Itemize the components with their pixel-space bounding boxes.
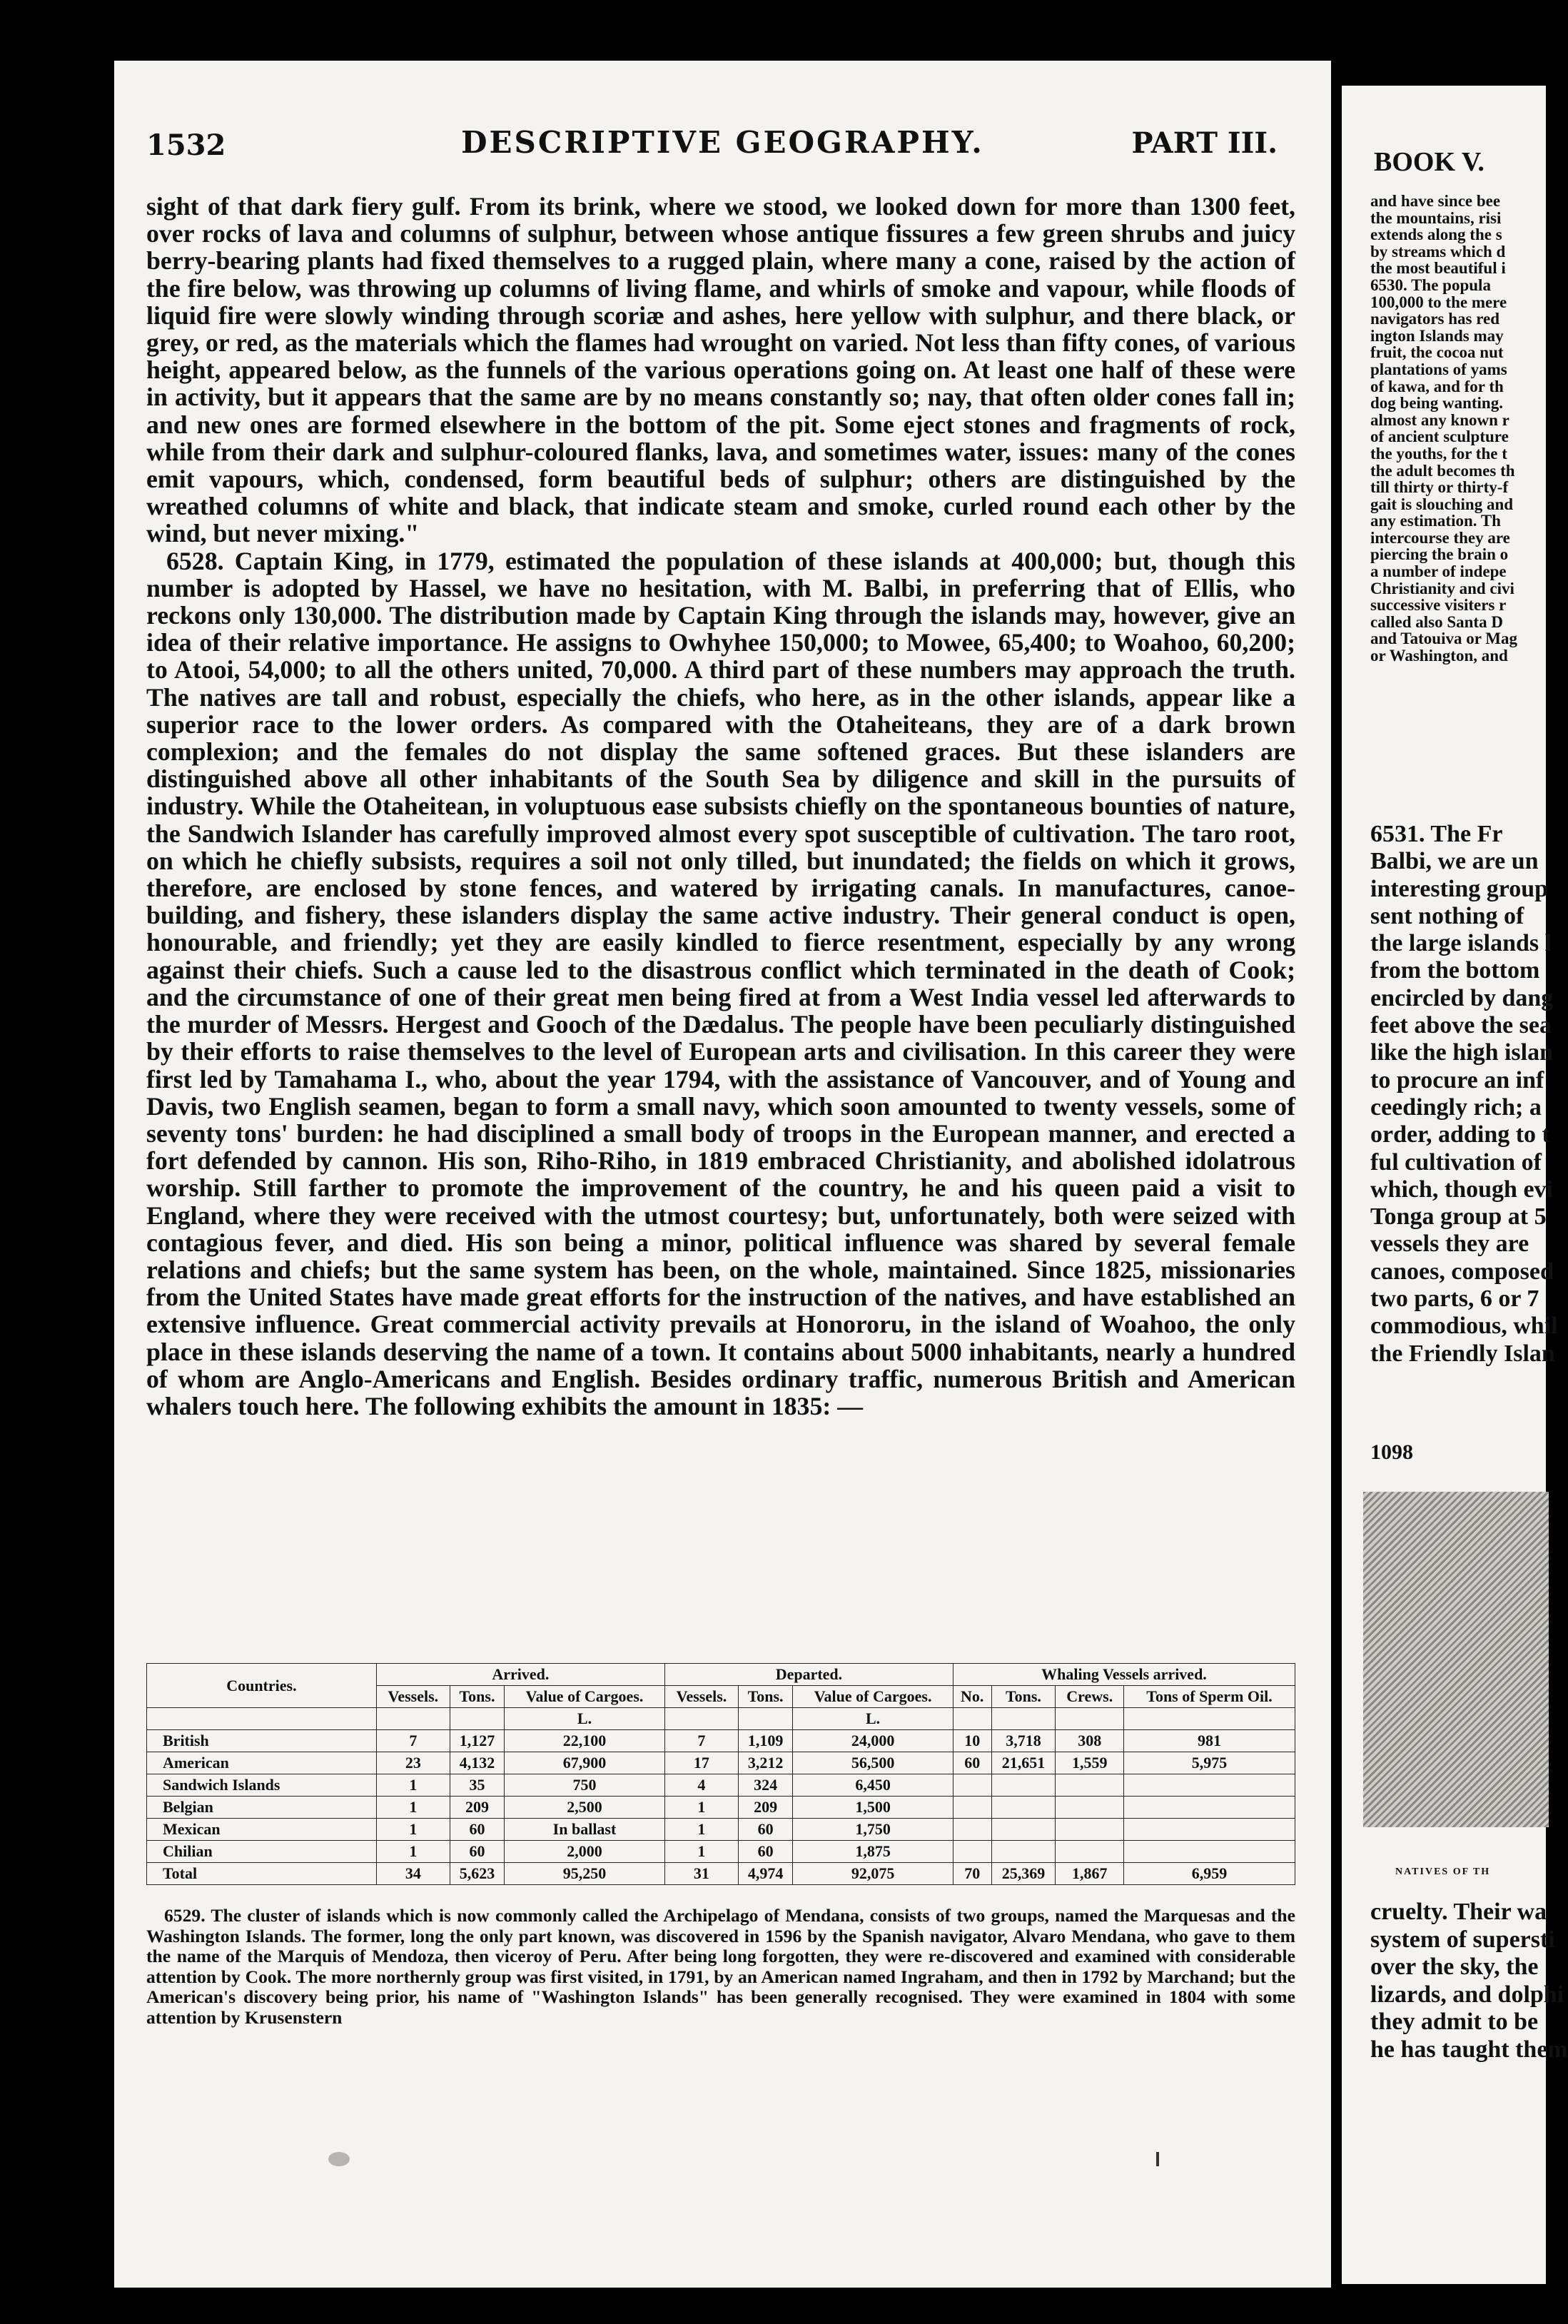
table-cell: 3,212 <box>738 1752 792 1774</box>
text-line: by streams which d <box>1370 242 1506 261</box>
table-cell: Mexican <box>147 1819 377 1841</box>
table-cell: 1,500 <box>793 1797 954 1819</box>
shipping-table <box>146 1663 1295 1885</box>
table-cell: 67,900 <box>505 1752 665 1774</box>
table-row <box>147 1730 1295 1752</box>
left-page <box>114 61 1331 2288</box>
table-cell: 308 <box>1056 1730 1124 1752</box>
table-cell <box>1056 1708 1124 1730</box>
table-cell: 95,250 <box>505 1863 665 1885</box>
table-cell <box>953 1841 991 1863</box>
subheader-cell: Value of Cargoes. <box>793 1686 954 1708</box>
table-cell <box>991 1708 1056 1730</box>
text-line: order, adding to t <box>1370 1121 1550 1148</box>
text-line: interesting group <box>1370 875 1549 902</box>
table-cell: 56,500 <box>793 1752 954 1774</box>
text-line: dog being wanting. <box>1370 394 1503 413</box>
table-cell: 1 <box>664 1819 738 1841</box>
text-line: commodious, whil <box>1370 1313 1558 1340</box>
table-cell: 981 <box>1124 1730 1295 1752</box>
text-line: system of supersti <box>1370 1926 1555 1953</box>
table-cell: 1,867 <box>1056 1863 1124 1885</box>
table-row <box>147 1774 1295 1797</box>
table-cell: British <box>147 1730 377 1752</box>
text-line: and have since bee <box>1370 192 1501 210</box>
table-cell: 24,000 <box>793 1730 954 1752</box>
text-line: he has taught them <box>1370 2036 1568 2063</box>
header-whaling: Whaling Vessels arrived. <box>953 1664 1295 1686</box>
table-cell: In ballast <box>505 1819 665 1841</box>
running-title: DESCRIPTIVE GEOGRAPHY. <box>461 125 984 160</box>
text-line: 6531. The Fr <box>1370 821 1503 847</box>
table-cell: 34 <box>376 1863 450 1885</box>
paragraph-6528: 6528. Captain King, in 1779, estimated the population of these islands at 400,000; but, though this number is adopted by Hassel, we have no hesitation, with M. Balbi, in preferring that of Ellis, who reckons only 130,000. The distribution made by Captain King through the islands may, however, give an idea of their relative importance. He assigns to Owhyhee 150,000; to Mowee, 65,400; to Woahoo, 60,200; to Atooi, 54,000; to all the others united, 70,000. A third part of these numbers may approach the truth. The natives are tall and robust, especially the chiefs, who here, as in the other islands, appear like a superior race to the lower orders. As compared with the Otaheiteans, they are of a dark brown complexion; and the females do not display the same softened graces. But these islanders are distinguished above all other inhabitants of the South Sea by diligence and skill in the pursuits of industry. While the Otaheitean, in voluptuous ease subsists chiefly on the spontaneous bounties of nature, the Sandwich Islander has carefully improved almost every spot susceptible of cultivation. The taro root, on which he chiefly subsists, requires a soil not only tilled, but inundated; the fields on which it grows, therefore, are enclosed by stone fences, and watered by irrigating canals. In manufactures, canoe-building, and fishery, these islanders display the same active industry. Their general conduct is open, honourable, and friendly; yet they are easily kindled to fierce resentment, especially by any wrong against their chiefs. Such a cause led to the disastrous conflict which terminated in the death of Cook; and the circumstance of one of their great men being fired at from a West India vessel led afterwards to the murder of Messrs. Hergest and Gooch of the Dædalus. The people have been peculiarly distinguished by their efforts to raise themselves to the level of European arts and civilisation. In this career they were first led by Tamahama I., who, about the year 1794, with the assistance of Vancouver, and of Young and Davis, two English seamen, began to form a small navy, which soon amounted to twenty vessels, some of seventy tons' burden: he had disciplined a small body of troops in the European manner, and erected a fort defended by cannon. His son, Riho-Riho, in 1819 embraced Christianity, and abolished idolatrous worship. Still farther to promote the improvement of the country, he and his queen paid a visit to England, where they were received with the utmost courtesy; but, unfortunately, both were seized with contagious fever, and died. His son being a minor, political influence was shared by several female relations and chiefs; but the same system has been, on the whole, maintained. Since 1825, missionaries from the United States have made great efforts for the instruction of the natives, and have established an extensive influence. Great commercial activity prevails at Honororu, in the island of Woahoo, the only place in these islands deserving the name of a town. It contains about 5000 inhabitants, nearly a hundred of whom are Anglo-Americans and English. Besides ordinary traffic, numerous British and American whalers touch here. The following exhibits the amount in 1835: — <box>146 546 1295 1420</box>
subheader-cell: Tons. <box>738 1686 792 1708</box>
table-cell: 4 <box>664 1774 738 1797</box>
table-cell: 60 <box>738 1841 792 1863</box>
subheader-cell: Tons. <box>450 1686 504 1708</box>
text-line: the most beautiful i <box>1370 259 1506 278</box>
table-cell: 3,718 <box>991 1730 1056 1752</box>
text-line: to procure an inf <box>1370 1066 1544 1093</box>
table-cell: 1,875 <box>793 1841 954 1863</box>
table-cell: 60 <box>738 1819 792 1841</box>
table-cell <box>664 1708 738 1730</box>
header-departed: Departed. <box>664 1664 953 1686</box>
table-cell <box>991 1841 1056 1863</box>
engraving-illustration <box>1363 1492 1549 1827</box>
paragraph-volcano: sight of that dark fiery gulf. From its brink, where we stood, we looked down for more than 1300 feet, over rocks of lava and columns of sulphur, between whose antique fissures a few green shrubs and juicy berry-bearing plants had fixed themselves to a rugged plain, where many a cone, raised by the action of the fire below, was throwing up columns of living flame, and whirls of smoke and vapour, while floods of liquid fire were slowly winding through scoriæ and ashes, here yellow with sulphur, and there black, or grey, or red, as the materials which the flames had wrought on varied. Not less than fifty cones, of various height, appeared below, as the funnels of the various operations going on. At least one half of these were in activity, but it appears that the same are by no means constantly so; nay, that often older cones fall in; and new ones are formed elsewhere in the bottom of the pit. Some eject stones and fragments of rock, while from their dark and sulphur-coloured flanks, lava, and sometimes water, issues: many of the cones emit vapours, which, condensed, form beautiful beds of sulphur; others are distinguished by the wreathed columns of white and black, that indicate steam and smoke, curled round each other by the wind, but never mixing." <box>146 192 1295 548</box>
text-line: 6530. The popula <box>1370 276 1491 294</box>
main-text <box>146 193 1295 1420</box>
table-cell <box>953 1819 991 1841</box>
table-cell: 2,000 <box>505 1841 665 1863</box>
table-cell: 6,959 <box>1124 1863 1295 1885</box>
table-cell <box>376 1708 450 1730</box>
table-cell <box>991 1819 1056 1841</box>
table-cell <box>1124 1819 1295 1841</box>
table-cell: Sandwich Islands <box>147 1774 377 1797</box>
ink-smudge <box>328 2152 350 2166</box>
text-line: gait is slouching and <box>1370 495 1514 513</box>
table-cell: 70 <box>953 1863 991 1885</box>
text-line: the mountains, risi <box>1370 208 1502 227</box>
page-number: 1532 <box>146 128 226 162</box>
table-cell <box>450 1708 504 1730</box>
table-cell: 1 <box>376 1819 450 1841</box>
table-cell: 1 <box>664 1797 738 1819</box>
table-cell: 5,975 <box>1124 1752 1295 1774</box>
table-cell: 1 <box>376 1841 450 1863</box>
figure-caption: NATIVES OF TH <box>1395 1866 1491 1877</box>
table-cell: 1 <box>664 1841 738 1863</box>
table-cell: 1,127 <box>450 1730 504 1752</box>
table-row <box>147 1819 1295 1841</box>
text-line: till thirty or thirty-f <box>1370 478 1509 497</box>
table-row <box>147 1797 1295 1819</box>
table-cell <box>991 1797 1056 1819</box>
text-line: called also Santa D <box>1370 612 1503 631</box>
table-cell <box>1124 1708 1295 1730</box>
shipping-table-wrapper <box>146 1663 1295 1885</box>
text-line: Tonga group at 5 <box>1370 1203 1547 1231</box>
gutter-mark <box>1156 2152 1159 2166</box>
table-cell: 25,369 <box>991 1863 1056 1885</box>
right-page-large-text <box>1370 821 1556 1368</box>
subheader-cell: Tons. <box>991 1686 1056 1708</box>
header-countries: Countries. <box>147 1664 377 1708</box>
text-line: canoes, composed <box>1370 1258 1554 1285</box>
text-line: lizards, and dolphi <box>1370 1981 1564 2008</box>
table-cell <box>1124 1841 1295 1863</box>
text-line: like the high islan <box>1370 1039 1554 1066</box>
table-cell: 209 <box>738 1797 792 1819</box>
table-row <box>147 1841 1295 1863</box>
text-line: and Tatouiva or Mag <box>1370 630 1517 648</box>
subheader-cell: Vessels. <box>376 1686 450 1708</box>
right-page-header: BOOK V. <box>1374 147 1484 177</box>
table-cell <box>1056 1774 1124 1797</box>
text-line: the adult becomes th <box>1370 461 1515 480</box>
text-line: of kawa, and for th <box>1370 377 1504 395</box>
text-line: ington Islands may <box>1370 326 1504 345</box>
text-line: any estimation. Th <box>1370 512 1501 530</box>
table-cell: 31 <box>664 1863 738 1885</box>
text-line: the Friendly Islan <box>1370 1340 1555 1367</box>
table-cell <box>1124 1774 1295 1797</box>
figure-number: 1098 <box>1370 1440 1413 1464</box>
text-line: a number of indepe <box>1370 562 1507 581</box>
text-line: the large islands l <box>1370 930 1552 957</box>
table-cell: 21,651 <box>991 1752 1056 1774</box>
table-cell: 7 <box>664 1730 738 1752</box>
text-line: extends along the s <box>1370 226 1502 244</box>
right-page-lower-text <box>1370 1899 1568 2063</box>
text-line: ceedingly rich; a <box>1370 1093 1542 1121</box>
table-cell: 750 <box>505 1774 665 1797</box>
table-cell: American <box>147 1752 377 1774</box>
text-line: almost any known r <box>1370 410 1509 429</box>
table-cell: 17 <box>664 1752 738 1774</box>
table-cell <box>953 1708 991 1730</box>
table-cell: 6,450 <box>793 1774 954 1797</box>
text-line: navigators has red <box>1370 310 1500 328</box>
table-cell: 60 <box>450 1819 504 1841</box>
header-arrived: Arrived. <box>376 1664 664 1686</box>
table-cell: 4,132 <box>450 1752 504 1774</box>
table-cell <box>738 1708 792 1730</box>
text-line: ful cultivation of <box>1370 1148 1542 1176</box>
text-line: piercing the brain o <box>1370 545 1509 564</box>
table-cell: 1 <box>376 1774 450 1797</box>
table-cell: L. <box>793 1708 954 1730</box>
table-cell: 209 <box>450 1797 504 1819</box>
table-cell: 1,109 <box>738 1730 792 1752</box>
table-cell: Belgian <box>147 1797 377 1819</box>
table-cell <box>1056 1841 1124 1863</box>
text-line: or Washington, and <box>1370 647 1508 665</box>
table-cell: Chilian <box>147 1841 377 1863</box>
table-cell: 1,750 <box>793 1819 954 1841</box>
subheader-cell: No. <box>953 1686 991 1708</box>
text-line: Balbi, we are un <box>1370 848 1539 875</box>
table-cell <box>991 1774 1056 1797</box>
table-cell: 92,075 <box>793 1863 954 1885</box>
table-cell: L. <box>505 1708 665 1730</box>
text-line: sent nothing of <box>1370 902 1524 929</box>
footnote-text <box>146 1906 1295 2028</box>
table-cell: Total <box>147 1863 377 1885</box>
text-line: feet above the sea <box>1370 1012 1552 1039</box>
table-cell: 1 <box>376 1797 450 1819</box>
text-line: fruit, the cocoa nut <box>1370 343 1504 362</box>
text-line: plantations of yams <box>1370 360 1507 378</box>
paragraph-6529: 6529. The cluster of islands which is now commonly called the Archipelago of Mendana, consists of two groups, named the Marquesas and the Washington Islands. The former, long the only part known, was discovered in 1596 by the Spanish navigator, Alvaro Mendana, who gave to them the name of the Marquis of Mendoza, then viceroy of Peru. After being long forgotten, they were re-discovered and examined with considerable attention by Cook. The more northernly group was first visited, in 1791, by an American named Ingraham, and then in 1792 by Marchand; but the American's discovery being prior, his name of "Washington Islands" has been generally recognised. They were examined in 1804 with some attention by Krusenstern <box>146 1905 1295 2028</box>
table-cell: 324 <box>738 1774 792 1797</box>
table-cell: 60 <box>953 1752 991 1774</box>
table-cell: 1,559 <box>1056 1752 1124 1774</box>
text-line: over the sky, the <box>1370 1954 1539 1980</box>
table-cell <box>953 1797 991 1819</box>
table-cell <box>1056 1819 1124 1841</box>
table-cell: 7 <box>376 1730 450 1752</box>
table-cell <box>953 1774 991 1797</box>
text-line: encircled by dang <box>1370 984 1554 1011</box>
table-cell: 60 <box>450 1841 504 1863</box>
table-cell <box>1124 1797 1295 1819</box>
text-line: 100,000 to the mere <box>1370 293 1507 311</box>
table-cell: 35 <box>450 1774 504 1797</box>
table-cell: 23 <box>376 1752 450 1774</box>
text-line: successive visiters r <box>1370 596 1507 615</box>
table-cell: 22,100 <box>505 1730 665 1752</box>
table-cell: 10 <box>953 1730 991 1752</box>
text-line: vessels they are <box>1370 1231 1529 1258</box>
part-label: PART III. <box>1131 126 1278 160</box>
text-line: which, though evi <box>1370 1176 1553 1203</box>
text-line: two parts, 6 or 7 <box>1370 1285 1539 1313</box>
text-line: of ancient sculpture <box>1370 428 1509 446</box>
total-row <box>147 1863 1295 1885</box>
subheader-cell: Crews. <box>1056 1686 1124 1708</box>
text-line: from the bottom <box>1370 957 1540 984</box>
text-line: the youths, for the t <box>1370 444 1507 463</box>
table-cell: 2,500 <box>505 1797 665 1819</box>
text-line: they admit to be <box>1370 2009 1539 2035</box>
currency-row <box>147 1708 1295 1730</box>
table-cell: 4,974 <box>738 1863 792 1885</box>
table-cell <box>147 1708 377 1730</box>
right-page-small-text <box>1370 193 1556 665</box>
text-line: intercourse they are <box>1370 528 1510 547</box>
subheader-cell: Tons of Sperm Oil. <box>1124 1686 1295 1708</box>
table-cell: 5,623 <box>450 1863 504 1885</box>
subheader-cell: Vessels. <box>664 1686 738 1708</box>
text-line: cruelty. Their wa <box>1370 1899 1547 1925</box>
table-row <box>147 1752 1295 1774</box>
text-line: Christianity and civi <box>1370 579 1514 597</box>
subheader-cell: Value of Cargoes. <box>505 1686 665 1708</box>
right-page <box>1342 86 1568 2284</box>
table-cell <box>1056 1797 1124 1819</box>
